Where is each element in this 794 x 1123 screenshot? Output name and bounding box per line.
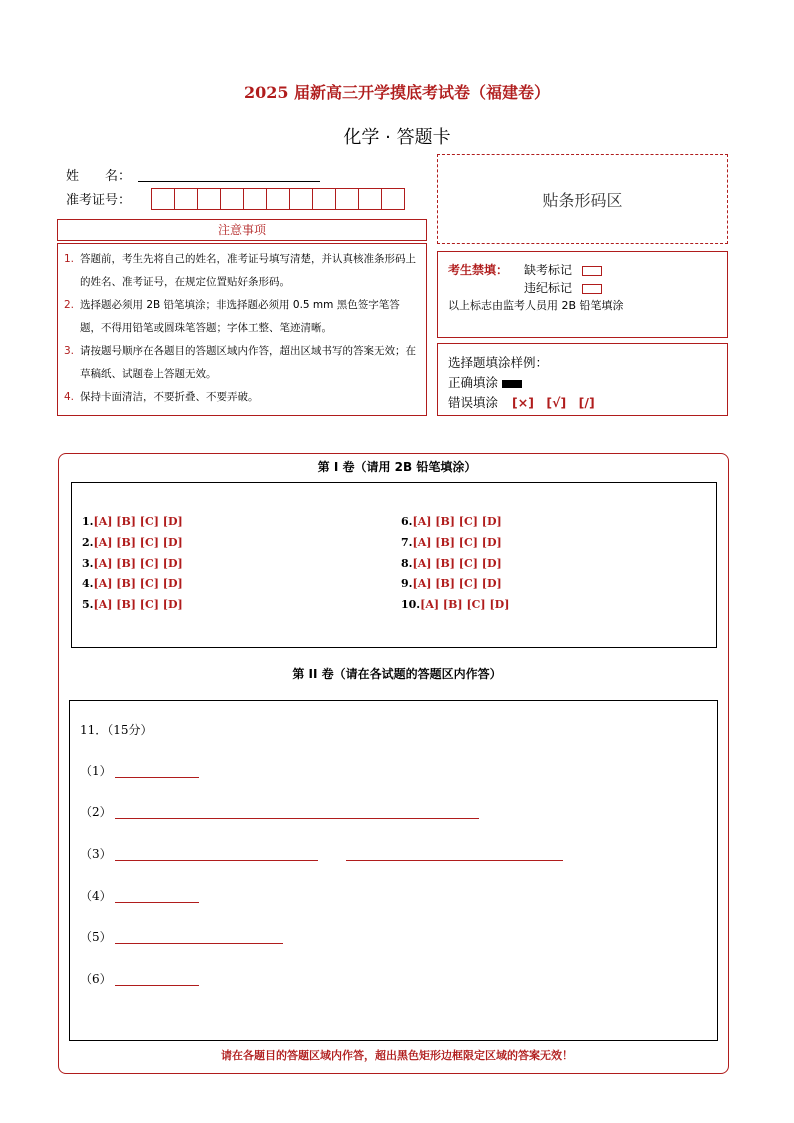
answer-line[interactable] [115, 777, 199, 778]
page-subtitle: 化学 · 答题卡 [343, 127, 451, 148]
page-title: 2025 届新高三开学摸底考试卷（福建卷） [243, 83, 551, 102]
violation-mark-box[interactable] [582, 284, 602, 294]
choice-question[interactable]: 4.[A] [B] [C] [D] [82, 577, 183, 590]
choice-area [71, 482, 717, 648]
notice-item [64, 294, 420, 340]
sample-box [437, 343, 728, 416]
answer-line[interactable] [115, 943, 283, 944]
answer-line[interactable] [115, 902, 199, 903]
answer-line[interactable] [115, 860, 318, 861]
notice-box [57, 243, 427, 416]
choice-options[interactable]: [A] [B] [C] [D] [412, 536, 502, 549]
choice-question[interactable]: 8.[A] [B] [C] [D] [401, 557, 502, 570]
footer-warning: 请在各题目的答题区域内作答，超出黑色矩形边框限定区域的答案无效！ [221, 1049, 573, 1062]
notice-text: 答题前，考生先将自己的姓名，准考证号填写清楚，并认真核准条形码上的姓名、准考证号，在规定位置贴好条形码。 [80, 253, 416, 288]
part2-title: 第 II 卷（请在各试题的答题区内作答） [292, 667, 502, 681]
id-digit-box[interactable] [312, 188, 336, 210]
absent-mark-label: 缺考标记 [524, 263, 573, 277]
sub-question-label: （2） [80, 805, 112, 819]
proctor-label: 考生禁填： [448, 263, 509, 277]
correct-sample [448, 373, 522, 391]
question-11-heading: 11．（15分） [80, 723, 153, 737]
notice-number: 2. [64, 299, 75, 311]
notice-item [64, 386, 420, 409]
id-number-boxes[interactable] [152, 188, 405, 210]
notice-number: 1. [64, 253, 75, 265]
choice-question[interactable]: 6.[A] [B] [C] [D] [401, 515, 502, 528]
wrong-marks: [×] [√] [/] [512, 395, 595, 410]
answer-line[interactable] [115, 818, 479, 819]
choice-options[interactable]: [A] [B] [C] [D] [93, 536, 183, 549]
id-digit-box[interactable] [266, 188, 290, 210]
notice-text: 选择题必须用 2B 铅笔填涂；非选择题必须用 0.5 mm 黑色签字笔答题，不得用铅笔或圆珠笔答题；字体工整、笔迹清晰。 [80, 299, 400, 334]
choice-options[interactable]: [A] [B] [C] [D] [93, 515, 183, 528]
choice-options[interactable]: [A] [B] [C] [D] [412, 577, 502, 590]
filled-mark-icon [502, 380, 522, 388]
sub-question-label: （1） [80, 764, 112, 778]
choice-options[interactable]: [A] [B] [C] [D] [93, 598, 183, 611]
question-11-area [69, 700, 718, 1041]
choice-options[interactable]: [A] [B] [C] [D] [412, 515, 502, 528]
choice-options[interactable]: [A] [B] [C] [D] [93, 557, 183, 570]
sub-question-label: （3） [80, 847, 112, 861]
choice-options[interactable]: [A] [B] [C] [D] [93, 577, 183, 590]
id-digit-box[interactable] [381, 188, 405, 210]
choice-question[interactable]: 10.[A] [B] [C] [D] [401, 598, 510, 611]
absent-mark-row[interactable] [524, 261, 602, 278]
choice-question[interactable]: 9.[A] [B] [C] [D] [401, 577, 502, 590]
id-digit-box[interactable] [243, 188, 267, 210]
choice-options[interactable]: [A] [B] [C] [D] [420, 598, 510, 611]
id-digit-box[interactable] [289, 188, 313, 210]
barcode-area [437, 154, 728, 244]
absent-mark-box[interactable] [582, 266, 602, 276]
wrong-label: 错误填涂 [448, 395, 499, 410]
name-label: 姓 名： [66, 169, 132, 184]
correct-label: 正确填涂 [448, 375, 499, 390]
choice-question[interactable]: 1.[A] [B] [C] [D] [82, 515, 183, 528]
notice-text: 保持卡面清洁，不要折叠、不要弄破。 [80, 391, 259, 403]
wrong-sample [448, 393, 595, 411]
name-field[interactable] [138, 167, 320, 182]
id-digit-box[interactable] [358, 188, 382, 210]
notice-item [64, 248, 420, 294]
notice-item [64, 340, 420, 386]
id-digit-box[interactable] [197, 188, 221, 210]
id-digit-box[interactable] [151, 188, 175, 210]
barcode-label: 贴条形码区 [542, 190, 623, 210]
proctor-box [437, 251, 728, 338]
notice-number: 3. [64, 345, 75, 357]
answer-line[interactable] [115, 985, 199, 986]
notice-number: 4. [64, 391, 75, 403]
violation-mark-row[interactable] [524, 279, 602, 296]
choice-question[interactable]: 7.[A] [B] [C] [D] [401, 536, 502, 549]
notice-text: 请按题号顺序在各题目的答题区域内作答，超出区域书写的答案无效；在草稿纸、试题卷上答题无效。 [80, 345, 416, 380]
sub-question-label: （4） [80, 889, 112, 903]
part1-title: 第 I 卷（请用 2B 铅笔填涂） [317, 460, 477, 474]
proctor-note: 以上标志由监考人员用 2B 铅笔填涂 [448, 299, 624, 312]
id-label: 准考证号： [66, 193, 132, 208]
sample-heading: 选择题填涂样例： [448, 355, 549, 370]
choice-question[interactable]: 2.[A] [B] [C] [D] [82, 536, 183, 549]
sub-question-label: （5） [80, 930, 112, 944]
notice-heading: 注意事项 [57, 219, 427, 241]
choice-options[interactable]: [A] [B] [C] [D] [412, 557, 502, 570]
sub-question-label: （6） [80, 972, 112, 986]
id-digit-box[interactable] [335, 188, 359, 210]
id-digit-box[interactable] [174, 188, 198, 210]
choice-question[interactable]: 3.[A] [B] [C] [D] [82, 557, 183, 570]
answer-line[interactable] [346, 860, 563, 861]
choice-question[interactable]: 5.[A] [B] [C] [D] [82, 598, 183, 611]
violation-mark-label: 违纪标记 [524, 281, 573, 295]
id-digit-box[interactable] [220, 188, 244, 210]
